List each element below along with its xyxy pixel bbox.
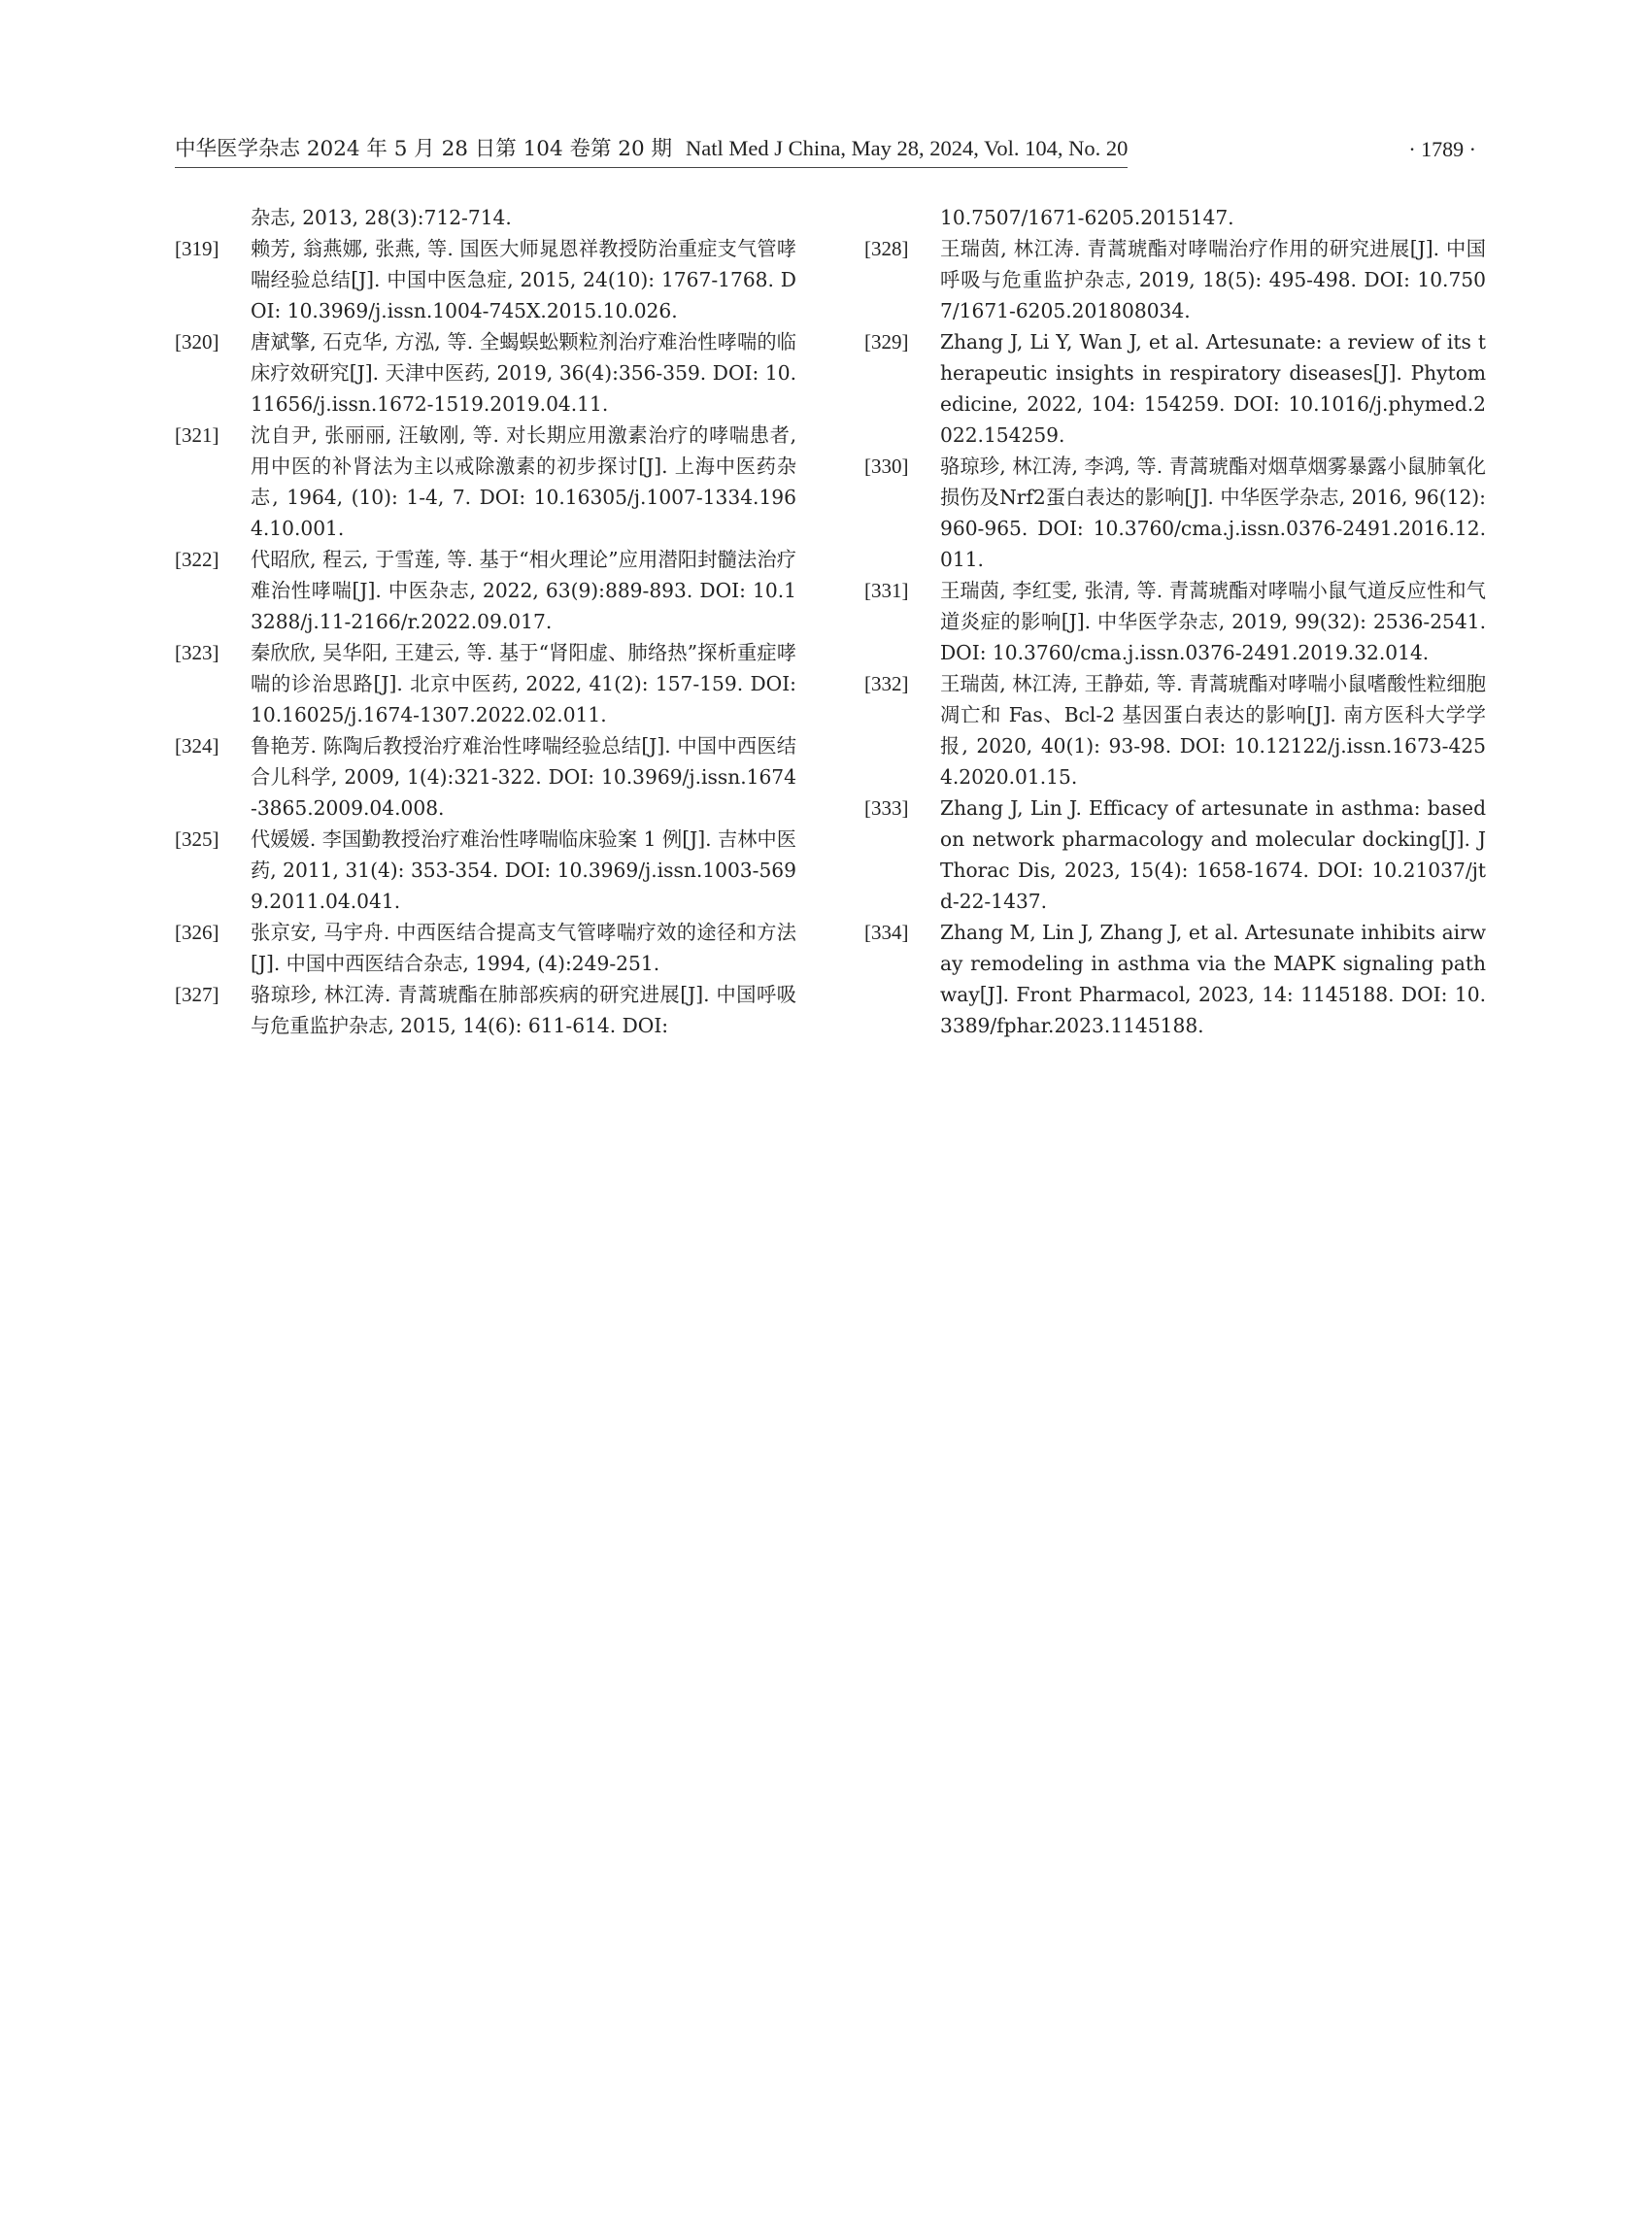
reference-text: 杂志, 2013, 28(3):712-714. [251, 206, 512, 229]
reference-item [864, 233, 1486, 326]
reference-number: [334] [864, 921, 909, 944]
reference-item [175, 326, 796, 420]
reference-item [864, 792, 1486, 917]
reference-item [175, 637, 796, 730]
reference-number: [325] [175, 827, 219, 851]
reference-item [175, 233, 796, 326]
reference-number: [326] [175, 921, 219, 944]
reference-item [175, 202, 796, 233]
reference-text: 10.7507/1671-6205.2015147. [940, 206, 1234, 229]
page-number: · 1789 · [1408, 137, 1476, 161]
reference-text: Zhang J, Li Y, Wan J, et al. Artesunate: a review of its therapeutic insights in respiratory diseases[J]. Phytomedicine, 2022, 104: 154259. DOI: 10.1016/j.phymed.2022.154259. [940, 330, 1486, 447]
journal-name-en: Natl Med J China, May 28, 2024, Vol. 104, No. 20 [686, 136, 1129, 160]
reference-item [175, 420, 796, 544]
reference-item [864, 326, 1486, 451]
reference-text: Zhang M, Lin J, Zhang J, et al. Artesunate inhibits airway remodeling in asthma via the MAPK signaling pathway[J]. Front Pharmacol, 2023, 14: 1145188. DOI: 10.3389/fphar.2023.1145188. [940, 921, 1486, 1037]
reference-text: 王瑞茵, 李红雯, 张清, 等. 青蒿琥酯对哮喘小鼠气道反应性和气道炎症的影响[J]. 中华医学杂志, 2019, 99(32): 2536-2541. DOI: 10.3760/cma.j.issn.0376-2491.2019.32.014. [940, 579, 1486, 664]
reference-number: [327] [175, 983, 219, 1006]
reference-text: 代媛媛. 李国勤教授治疗难治性哮喘临床验案 1 例[J]. 吉林中医药, 2011, 31(4): 353-354. DOI: 10.3969/j.issn.1003-5699.2011.04.041. [251, 827, 796, 913]
reference-item [864, 202, 1486, 233]
reference-text: 张京安, 马宇舟. 中西医结合提高支气管哮喘疗效的途径和方法[J]. 中国中西医结合杂志, 1994, (4):249-251. [251, 921, 796, 975]
reference-number: [324] [175, 734, 219, 758]
reference-text: 唐斌擎, 石克华, 方泓, 等. 全蝎蜈蚣颗粒剂治疗难治性哮喘的临床疗效研究[J]. 天津中医药, 2019, 36(4):356-359. DOI: 10.11656/j.issn.1672-1519.2019.04.11. [251, 330, 796, 416]
reference-item [864, 668, 1486, 792]
reference-item [864, 575, 1486, 668]
reference-item [864, 917, 1486, 1041]
reference-number: [322] [175, 548, 219, 571]
reference-text: 骆琼珍, 林江涛. 青蒿琥酯在肺部疾病的研究进展[J]. 中国呼吸与危重监护杂志, 2015, 14(6): 611-614. DOI: [251, 983, 796, 1037]
reference-number: [331] [864, 579, 909, 602]
reference-text: 王瑞茵, 林江涛, 王静茹, 等. 青蒿琥酯对哮喘小鼠嗜酸性粒细胞凋亡和 Fas、Bcl-2 基因蛋白表达的影响[J]. 南方医科大学学报, 2020, 40(1): 93-98. DOI: 10.12122/j.issn.1673-4254.2020.01.15. [940, 672, 1486, 789]
reference-number: [321] [175, 423, 219, 447]
reference-number: [328] [864, 237, 909, 260]
reference-number: [333] [864, 796, 909, 820]
reference-text: 代昭欣, 程云, 于雪莲, 等. 基于“相火理论”应用潜阳封髓法治疗难治性哮喘[J]. 中医杂志, 2022, 63(9):889-893. DOI: 10.13288/j.11-2166/r.2022.09.017. [251, 548, 796, 633]
reference-text: Zhang J, Lin J. Efficacy of artesunate in asthma: based on network pharmacology and molecular docking[J]. J Thorac Dis, 2023, 15(4): 1658-1674. DOI: 10.21037/jtd-22-1437. [940, 796, 1486, 913]
reference-text: 赖芳, 翁燕娜, 张燕, 等. 国医大师晁恩祥教授防治重症支气管哮喘经验总结[J]. 中国中医急症, 2015, 24(10): 1767-1768. DOI: 10.3969/j.issn.1004-745X.2015.10.026. [251, 237, 796, 322]
reference-item [175, 730, 796, 824]
reference-column-left [175, 202, 796, 1041]
reference-number: [323] [175, 641, 219, 664]
journal-citation-line [175, 132, 1128, 168]
reference-text: 沈自尹, 张丽丽, 汪敏刚, 等. 对长期应用激素治疗的哮喘患者, 用中医的补肾法为主以戒除激素的初步探讨[J]. 上海中医药杂志, 1964, (10): 1-4, 7. DOI: 10.16305/j.1007-1334.1964.10.001. [251, 423, 796, 540]
reference-text: 王瑞茵, 林江涛. 青蒿琥酯对哮喘治疗作用的研究进展[J]. 中国呼吸与危重监护杂志, 2019, 18(5): 495-498. DOI: 10.7507/1671-6205.201808034. [940, 237, 1486, 322]
reference-text: 秦欣欣, 吴华阳, 王建云, 等. 基于“肾阳虚、肺络热”探析重症哮喘的诊治思路[J]. 北京中医药, 2022, 41(2): 157-159. DOI: 10.16025/j.1674-1307.2022.02.011. [251, 641, 796, 726]
reference-text: 骆琼珍, 林江涛, 李鸿, 等. 青蒿琥酯对烟草烟雾暴露小鼠肺氧化损伤及Nrf2蛋白表达的影响[J]. 中华医学杂志, 2016, 96(12): 960-965. DOI: 10.3760/cma.j.issn.0376-2491.2016.12.011. [940, 455, 1486, 571]
reference-text: 鲁艳芳. 陈陶后教授治疗难治性哮喘经验总结[J]. 中国中西医结合儿科学, 2009, 1(4):321-322. DOI: 10.3969/j.issn.1674-3865.2009.04.008. [251, 734, 796, 820]
reference-number: [320] [175, 330, 219, 354]
reference-item [864, 451, 1486, 575]
running-header [175, 132, 1476, 167]
reference-item [175, 979, 796, 1041]
reference-number: [329] [864, 330, 909, 354]
reference-item [175, 917, 796, 979]
reference-item [175, 824, 796, 917]
reference-number: [332] [864, 672, 909, 695]
reference-column-right [864, 202, 1486, 1041]
reference-number: [319] [175, 237, 219, 260]
journal-name-cn: 中华医学杂志 2024 年 5 月 28 日第 104 卷第 20 期 [175, 137, 672, 161]
reference-number: [330] [864, 455, 909, 478]
reference-item [175, 544, 796, 637]
